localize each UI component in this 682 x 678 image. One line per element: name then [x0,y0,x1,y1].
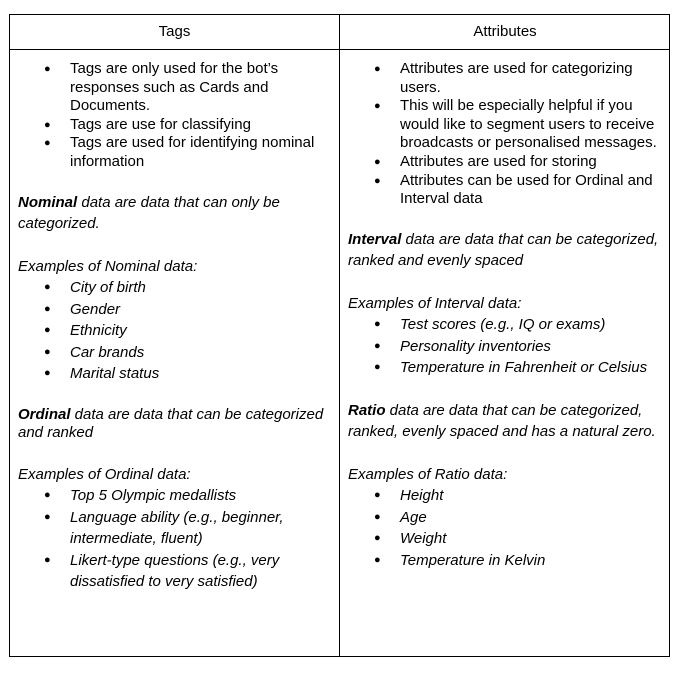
list-item: ● Temperature in Kelvin [348,550,666,572]
list-item: ● Temperature in Fahrenheit or Celsius [348,357,666,379]
list-item: ● Gender [18,299,336,321]
list-item: ● Weight [348,528,666,550]
ordinal-term: Ordinal [18,405,71,423]
list-item: ● Age [348,507,666,529]
list-item: ● Car brands [18,342,336,364]
header-attributes: Attributes [473,23,537,40]
list-item: ● Marital status [18,363,336,385]
nominal-term: Nominal [18,193,78,211]
attributes-column [348,60,666,571]
ordinal-definition-text: data are data that can be categorized and ranked [18,405,324,442]
nominal-examples-list [18,277,336,385]
interval-examples-list [348,314,666,379]
list-item: ● Likert-type questions (e.g., very dissatisfied to very satisfied) [18,550,336,593]
ordinal-examples-list [18,485,336,593]
list-item: ● Personality inventories [348,336,666,358]
attributes-bullet-list [348,60,666,209]
nominal-definition [18,192,336,235]
list-item: ● Attributes can be used for Ordinal and Interval data [348,172,666,209]
ordinal-examples-title: Examples of Ordinal data: [18,465,191,483]
list-item: ● Tags are used for identifying nominal information [18,134,336,171]
tags-column [18,60,336,593]
list-item: ● Attributes are used for storing [348,153,666,172]
list-item: ● Tags are only used for the bot’s responses such as Cards and Documents. [18,60,336,116]
list-item: ● Language ability (e.g., beginner, intermediate, fluent) [18,507,336,550]
tags-bullet-list [18,60,336,172]
interval-examples-title: Examples of Interval data: [348,294,522,312]
interval-definition-text: data are data that can be categorized, ranked and evenly spaced [348,230,659,270]
ratio-examples-title: Examples of Ratio data: [348,465,508,483]
list-item: ● Tags are use for classifying [18,116,336,135]
ratio-examples-list [348,485,666,571]
nominal-examples-title: Examples of Nominal data: [18,257,198,275]
list-item: ● Height [348,485,666,507]
column-divider [339,15,340,656]
list-item: ● Test scores (e.g., IQ or exams) [348,314,666,336]
list-item: ● Attributes are used for categorizing users. [348,60,666,97]
list-item: ● Top 5 Olympic medallists [18,485,336,507]
list-item: ● This will be especially helpful if you would like to segment users to receive broadcasts or personalised messages. [348,97,666,153]
ordinal-definition [18,406,336,443]
header-tags: Tags [158,23,191,40]
interval-definition [348,229,666,272]
comparison-table [9,14,670,657]
ratio-definition [348,400,666,443]
ratio-definition-text: data are data that can be categorized, ranked, evenly spaced and has a natural zero. [348,401,656,441]
list-item: ● City of birth [18,277,336,299]
nominal-definition-text: data are data that can only be categorized. [18,193,280,233]
interval-term: Interval [348,230,402,248]
list-item: ● Ethnicity [18,320,336,342]
ratio-term: Ratio [348,401,386,419]
